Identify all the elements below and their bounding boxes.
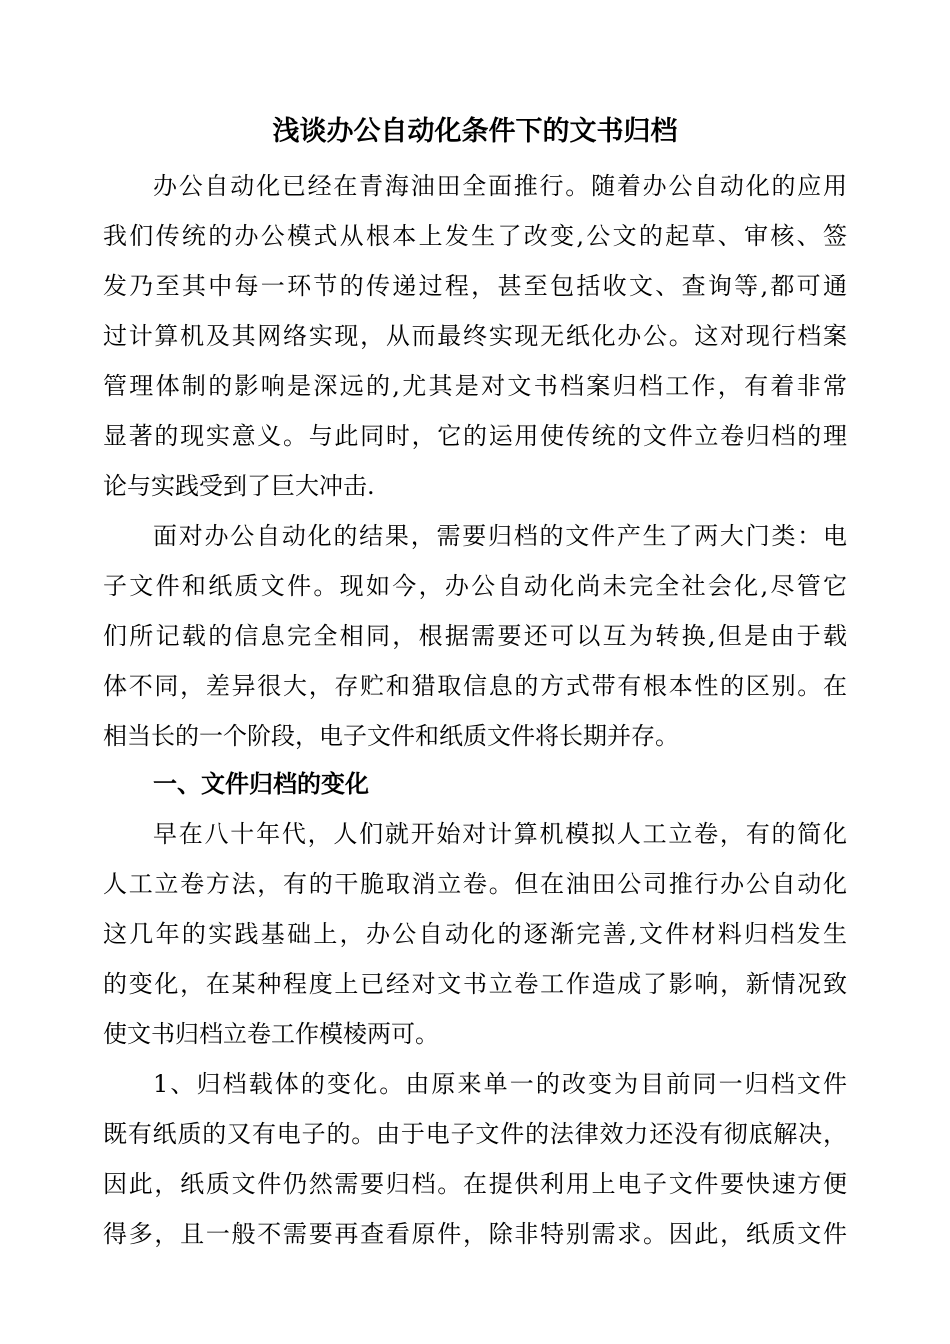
paragraph-line: 论与实践受到了巨大冲击. xyxy=(103,472,375,500)
paragraph-line: 人工立卷方法，有的干脆取消立卷。但在油田公司推行办公自动化 xyxy=(103,870,847,898)
paragraph-line: 面对办公自动化的结果，需要归档的文件产生了两大门类：电 xyxy=(153,522,847,550)
paragraph-line: 们所记载的信息完全相同，根据需要还可以互为转换,但是由于载 xyxy=(103,622,847,650)
paragraph-line: 的变化，在某种程度上已经对文书立卷工作造成了影响，新情况致 xyxy=(103,970,847,998)
paragraph-line: 这几年的实践基础上，办公自动化的逐渐完善,文件材料归档发生 xyxy=(103,920,847,948)
paragraph-line: 办公自动化已经在青海油田全面推行。随着办公自动化的应用 xyxy=(153,172,847,200)
paragraph-line: 发乃至其中每一环节的传递过程，甚至包括收文、查询等,都可通 xyxy=(103,272,847,300)
paragraph-line: 显著的现实意义。与此同时，它的运用使传统的文件立卷归档的理 xyxy=(103,422,847,450)
paragraph-line: 早在八十年代，人们就开始对计算机模拟人工立卷，有的简化 xyxy=(153,820,847,848)
document-title: 浅谈办公自动化条件下的文书归档 xyxy=(272,116,678,147)
paragraph-line: 我们传统的办公模式从根本上发生了改变,公文的起草、审核、签 xyxy=(103,222,847,250)
paragraph-line xyxy=(103,1266,847,1302)
paragraph-line: 管理体制的影响是深远的,尤其是对文书档案归档工作，有着非常 xyxy=(103,372,847,400)
paragraph-line: 使文书归档立卷工作模棱两可。 xyxy=(103,1020,439,1048)
paragraph-line: 因此，纸质文件仍然需要归档。在提供利用上电子文件要快速方便 xyxy=(103,1170,847,1198)
paragraph-line: 既有纸质的又有电子的。由于电子文件的法律效力还没有彻底解决， xyxy=(103,1120,847,1148)
paragraph-line: 得多，且一般不需要再查看原件，除非特别需求。因此，纸质文件 xyxy=(103,1220,847,1248)
paragraph-line: 过计算机及其网络实现，从而最终实现无纸化办公。这对现行档案 xyxy=(103,322,847,350)
paragraph-line: 体不同，差异很大，存贮和猎取信息的方式带有根本性的区别。在 xyxy=(103,672,847,700)
paragraph-line: 1、归档载体的变化。由原来单一的改变为目前同一归档文件 xyxy=(153,1070,847,1098)
paragraph-line: 相当长的一个阶段，电子文件和纸质文件将长期并存。 xyxy=(103,722,679,750)
section-heading: 一、文件归档的变化 xyxy=(153,769,369,798)
paragraph-line: 子文件和纸质文件。现如今，办公自动化尚未完全社会化,尽管它 xyxy=(103,572,847,600)
